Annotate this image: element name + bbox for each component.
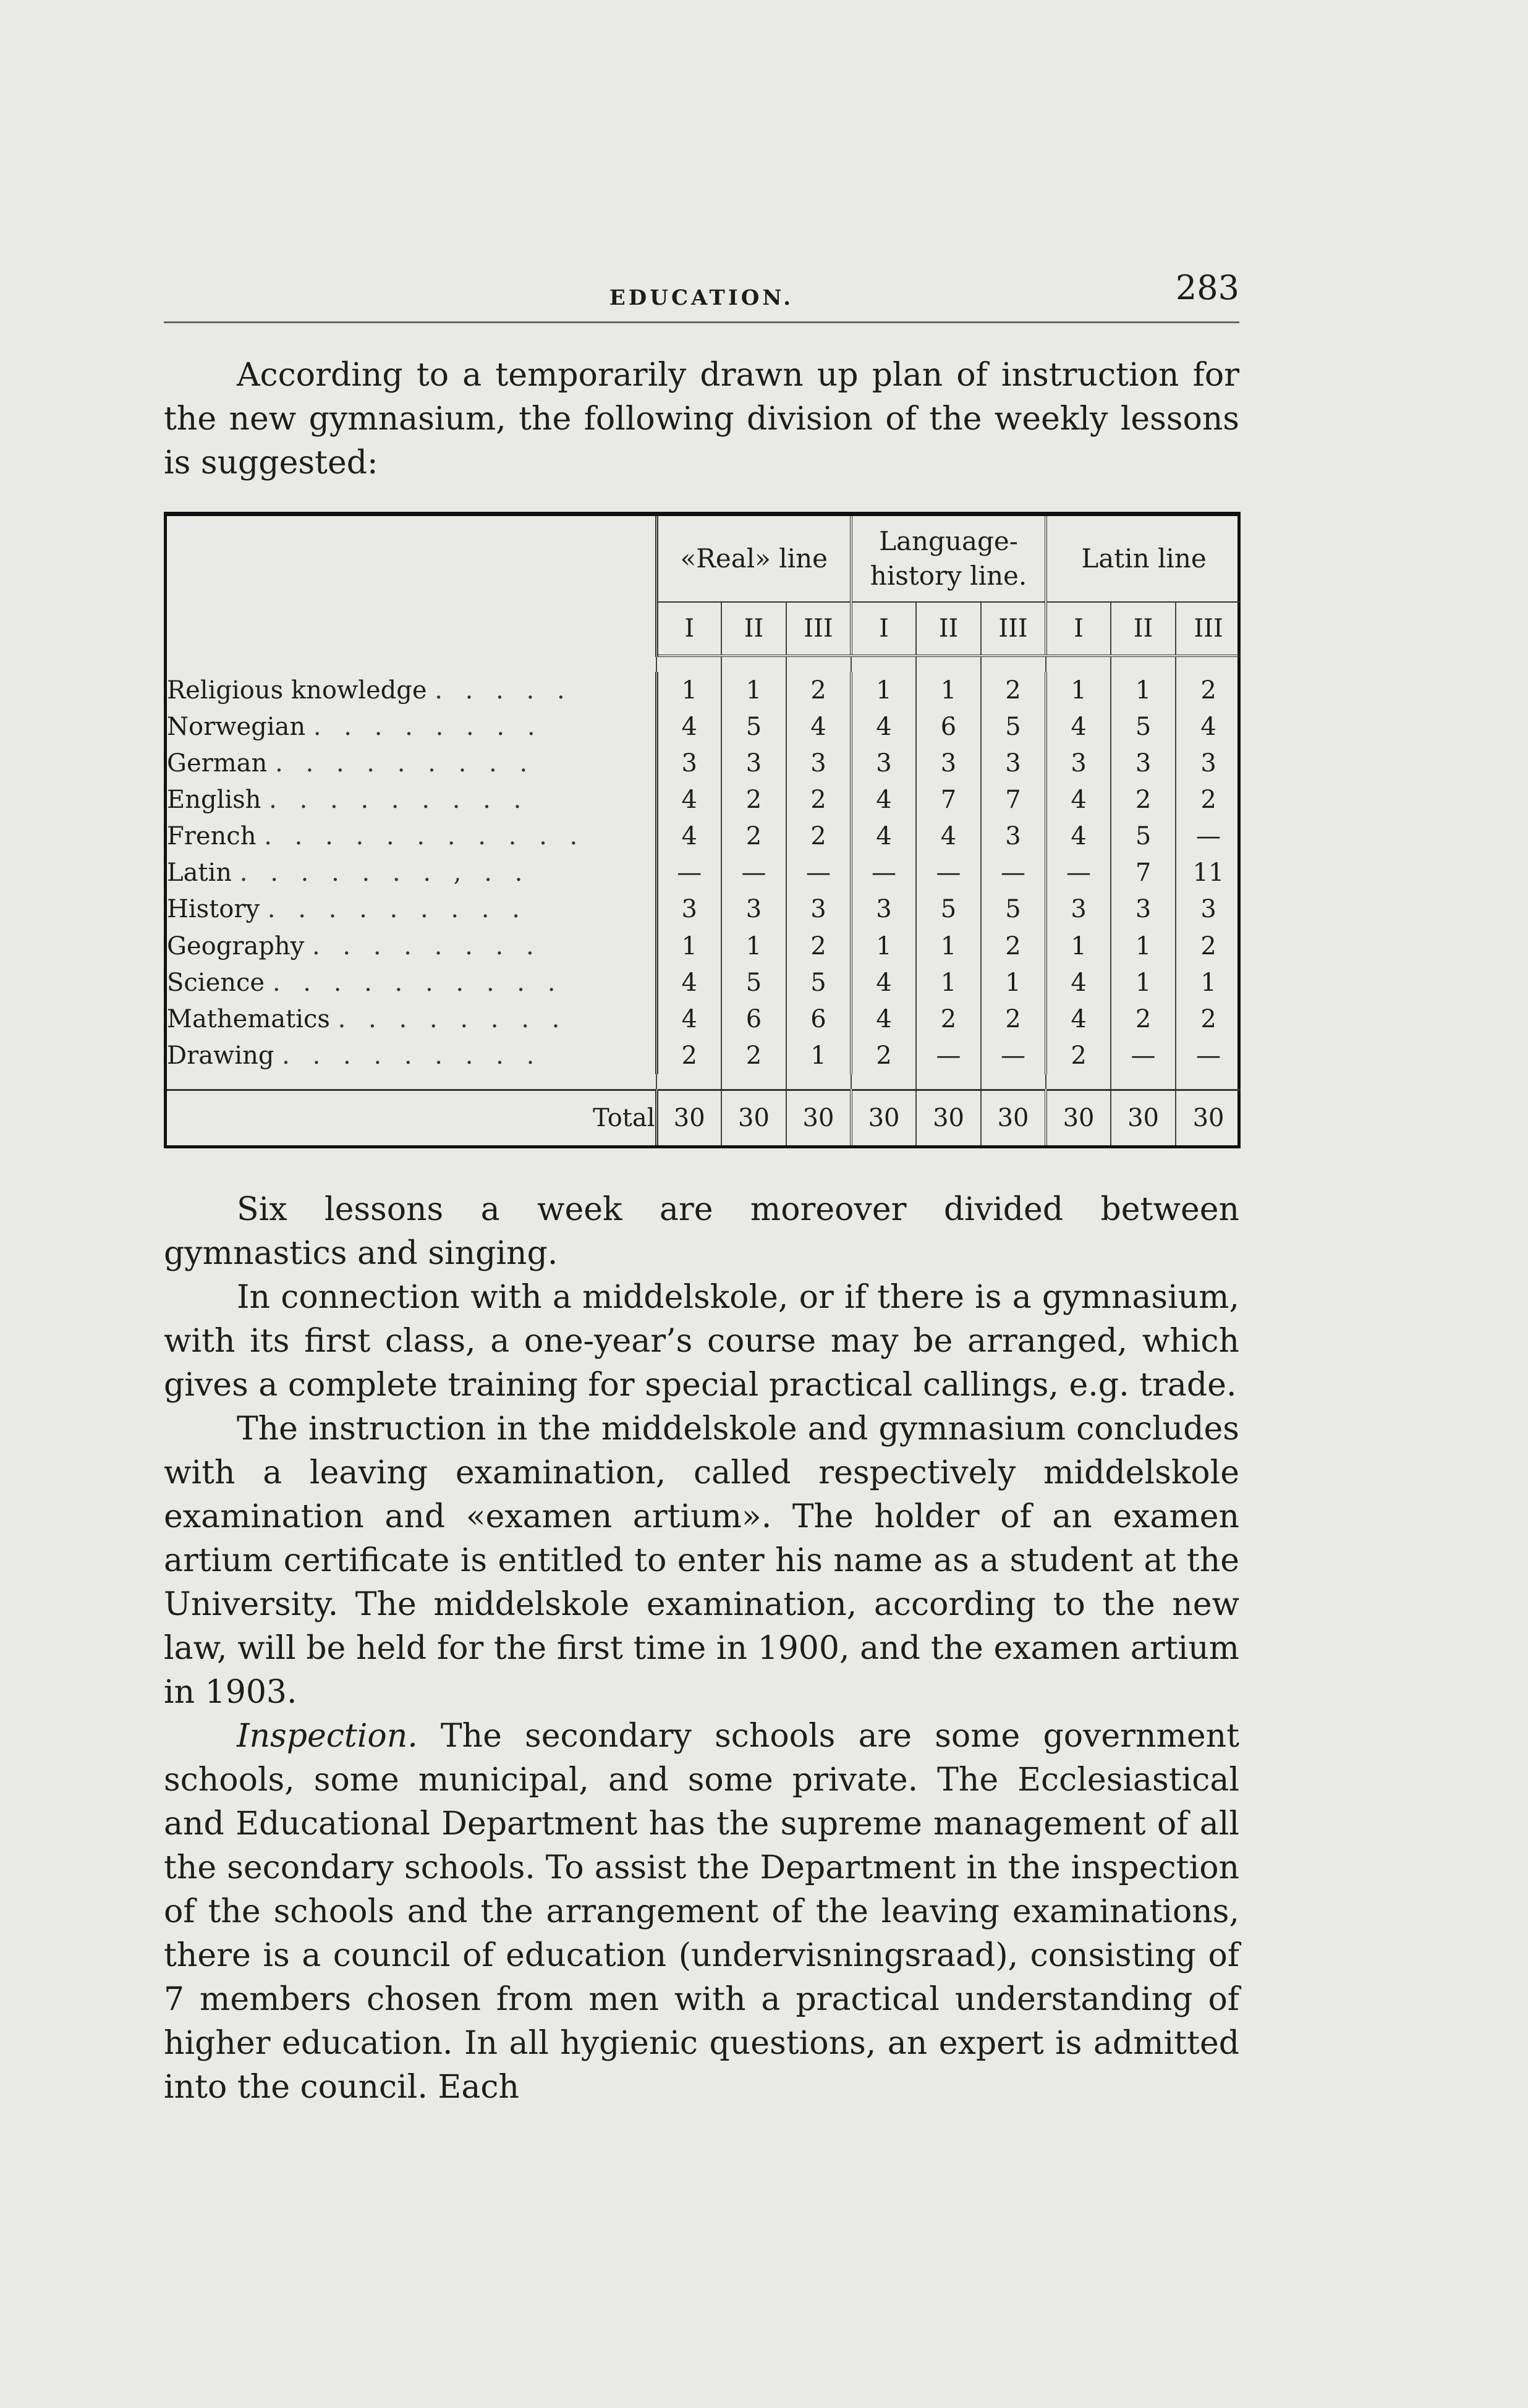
leader-dots: . . . . . . . , . . [239,858,530,888]
lesson-count-cell: 3 [1111,891,1176,928]
leader-dots: . . . . . . . . [312,931,541,960]
class-header-cell: I [656,602,721,656]
class-header-cell: III [786,602,851,656]
lesson-count-cell: 2 [721,781,786,818]
lesson-count-cell: 3 [916,745,981,781]
total-label: Total [167,1090,656,1145]
subject-name: History [167,895,260,924]
lesson-count-cell: 3 [851,745,916,781]
total-value-cell: 30 [916,1090,981,1145]
group-header-language-history: Language-history line. [851,516,1046,602]
lesson-count-cell: 4 [1176,708,1241,745]
lesson-count-cell: 1 [786,1037,851,1074]
lesson-count-cell: — [1111,1037,1176,1074]
lesson-count-cell: 1 [851,672,916,708]
lesson-count-cell: — [786,855,851,891]
lesson-count-cell: — [656,855,721,891]
paragraph-text: Six lessons a week are moreover divided between gymnastics and singing. [164,1191,1239,1272]
leader-dots: . . . . . . . . . . . [264,822,585,851]
lesson-count-cell: 2 [1046,1037,1111,1074]
lesson-count-cell: 3 [851,891,916,928]
lesson-count-cell: 11 [1176,855,1241,891]
subject-cell [167,964,656,1001]
lesson-count-cell: 1 [1111,964,1176,1001]
intro-paragraph [164,354,1239,485]
subject-cell [167,1001,656,1037]
subject-cell [167,818,656,855]
lesson-count-cell: 3 [981,818,1046,855]
lesson-count-cell: 3 [721,745,786,781]
leader-dots: . . . . . . . . . [269,786,529,815]
subject-cell [167,745,656,781]
class-header-cell: II [916,602,981,656]
subject-cell [167,781,656,818]
class-header-cell: II [1111,602,1176,656]
lesson-count-cell: 1 [1111,928,1176,964]
body-paragraph [164,1407,1239,1715]
lesson-count-cell: — [916,1037,981,1074]
paragraph-text: The secondary schools are some government schools, some municipal, and some private. The Ecclesiastical and Educational Department has the supreme management of all the secondary schools. To assist the Department in the inspection of the schools and the arrangement of the leaving examinations, there is a council of education (undervisningsraad), consisting of 7 members chosen from men with a practical understanding of higher education. In all hygienic questions, an expert is admitted into the council. Each [164,1718,1239,2106]
lesson-count-cell: 4 [1046,708,1111,745]
subject-name: Geography [167,931,305,960]
lesson-count-cell: — [1046,855,1111,891]
total-value-cell: 30 [1176,1090,1241,1145]
lesson-count-cell: 1 [721,928,786,964]
lesson-count-cell: 4 [1046,1001,1111,1037]
body-paragraph [164,1276,1239,1407]
table-row [167,781,1241,818]
lesson-count-cell: 2 [981,1001,1046,1037]
class-header-cell: III [981,602,1046,656]
group-header-latin: Latin line [1046,516,1241,602]
lesson-count-cell: 1 [1176,964,1241,1001]
body-paragraph [164,1715,1239,2109]
lesson-count-cell: 7 [981,781,1046,818]
lesson-count-cell: 3 [786,891,851,928]
lesson-count-cell: 5 [916,891,981,928]
subject-name: German [167,748,268,778]
class-header-cell: III [1176,602,1241,656]
lesson-count-cell: — [916,855,981,891]
lesson-count-cell: 4 [916,818,981,855]
table-row [167,855,1241,891]
page-number: 283 [1175,268,1239,307]
leader-dots: . . . . . . . . . [275,748,535,778]
class-header-cell: II [721,602,786,656]
subject-name: Science [167,968,265,997]
lesson-count-cell: — [1176,1037,1241,1074]
lesson-count-cell: 1 [656,672,721,708]
table-group-header-row [167,516,1241,602]
total-value-cell: 30 [656,1090,721,1145]
lesson-count-cell: 2 [786,928,851,964]
lesson-count-cell: 4 [656,708,721,745]
table-row [167,708,1241,745]
leader-dots: . . . . . . . . . [267,895,527,924]
lesson-count-cell: 1 [1111,672,1176,708]
subject-name: Latin [167,858,232,888]
lesson-count-cell: 5 [721,964,786,1001]
lesson-count-cell: 2 [1176,672,1241,708]
lesson-count-cell: 4 [656,818,721,855]
table-body [167,656,1241,1145]
lesson-count-cell: 1 [1046,672,1111,708]
lesson-count-cell: 3 [1046,891,1111,928]
lesson-count-cell: 4 [656,1001,721,1037]
table-row [167,818,1241,855]
lesson-count-cell: 3 [1176,891,1241,928]
lessons-table [164,512,1241,1148]
lesson-count-cell: 1 [916,964,981,1001]
lesson-count-cell: 6 [916,708,981,745]
subject-cell [167,672,656,708]
lesson-count-cell: 2 [916,1001,981,1037]
total-value-cell: 30 [851,1090,916,1145]
subject-name: Norwegian [167,712,306,741]
lesson-count-cell: 4 [656,964,721,1001]
lesson-count-cell: 6 [786,1001,851,1037]
lesson-count-cell: 2 [656,1037,721,1074]
lesson-count-cell: 3 [656,891,721,928]
lesson-count-cell: 2 [1111,1001,1176,1037]
lesson-count-cell: 2 [1111,781,1176,818]
lesson-count-cell: 1 [1046,928,1111,964]
lesson-count-cell: 2 [786,781,851,818]
body-paragraph [164,1188,1239,1276]
table-spacer-row [167,656,1241,672]
table-row [167,891,1241,928]
lesson-count-cell: — [981,855,1046,891]
lesson-count-cell: 6 [721,1001,786,1037]
lesson-count-cell: 3 [1176,745,1241,781]
total-value-cell: 30 [721,1090,786,1145]
lesson-count-cell: — [1176,818,1241,855]
lesson-count-cell: 5 [1111,708,1176,745]
leader-dots: . . . . . . . . . [282,1041,542,1070]
subject-name: Drawing [167,1041,274,1070]
lesson-count-cell: 4 [851,818,916,855]
lesson-count-cell: 4 [1046,818,1111,855]
leader-dots: . . . . . [435,676,572,705]
lesson-count-cell: — [851,855,916,891]
subject-cell [167,928,656,964]
lesson-count-cell: 5 [981,891,1046,928]
lesson-count-cell: 5 [1111,818,1176,855]
lesson-count-cell: — [721,855,786,891]
lesson-count-cell: 2 [786,818,851,855]
total-value-cell: 30 [981,1090,1046,1145]
table-spacer-row [167,1074,1241,1090]
lesson-count-cell: 7 [1111,855,1176,891]
subject-cell [167,708,656,745]
class-header-cell: I [1046,602,1111,656]
lesson-count-cell: 4 [656,781,721,818]
table-row [167,928,1241,964]
lesson-count-cell: 2 [1176,1001,1241,1037]
lesson-count-cell: 1 [981,964,1046,1001]
leader-dots: . . . . . . . . [313,712,543,741]
lesson-count-cell: 5 [721,708,786,745]
paragraph-lead: Inspection. [237,1718,418,1755]
lesson-count-cell: 3 [721,891,786,928]
lesson-count-cell: 3 [1046,745,1111,781]
lesson-count-cell: 2 [981,928,1046,964]
subject-name: English [167,786,261,815]
lesson-count-cell: 5 [981,708,1046,745]
lesson-count-cell: 1 [656,928,721,964]
class-header-cell: I [851,602,916,656]
running-header [164,266,1239,323]
lesson-count-cell: 4 [851,708,916,745]
lesson-count-cell: 1 [851,928,916,964]
leader-dots: . . . . . . . . . . [272,968,563,997]
lesson-count-cell: 4 [851,964,916,1001]
running-title: EDUCATION. [609,286,794,310]
table-total-row [167,1090,1241,1145]
lesson-count-cell: 4 [786,708,851,745]
lesson-count-cell: 4 [851,1001,916,1037]
intro-text: According to a temporarily drawn up plan of instruction for the new gymnasium, the following division of the weekly lessons is suggested: [164,357,1239,481]
table-row [167,964,1241,1001]
lesson-count-cell: 4 [1046,781,1111,818]
subject-name: Religious knowledge [167,676,427,705]
total-value-cell: 30 [1046,1090,1111,1145]
lesson-count-cell: — [981,1037,1046,1074]
group-header-real: «Real» line [656,516,851,602]
lesson-count-cell: 2 [721,1037,786,1074]
lesson-count-cell: 2 [1176,781,1241,818]
lesson-count-cell: 7 [916,781,981,818]
total-value-cell: 30 [1111,1090,1176,1145]
lesson-count-cell: 2 [721,818,786,855]
lesson-count-cell: 1 [916,928,981,964]
lesson-count-cell: 2 [851,1037,916,1074]
lesson-count-cell: 4 [1046,964,1111,1001]
body-text [164,1188,1239,2109]
lesson-count-cell: 3 [786,745,851,781]
subject-cell [167,855,656,891]
paragraph-text: The instruction in the middelskole and gymnasium concludes with a leaving examination, called respectively middelskole examination and «examen artium». The holder of an examen artium certificate is entitled to enter his name as a student at the University. The middelskole examination, according to the new law, will be held for the first time in 1900, and the examen artium in 1903. [164,1410,1239,1711]
leader-dots: . . . . . . . . [337,1004,567,1033]
table-row [167,745,1241,781]
lesson-count-cell: 5 [786,964,851,1001]
subject-cell [167,891,656,928]
lesson-count-cell: 2 [981,672,1046,708]
lesson-count-cell: 2 [1176,928,1241,964]
table-row [167,1001,1241,1037]
lesson-count-cell: 3 [1111,745,1176,781]
paragraph-text: In connection with a middelskole, or if there is a gymnasium, with its first class, a one-year’s course may be arranged, which gives a complete training for special practical callings, e.g. trade. [164,1279,1239,1404]
lesson-count-cell: 3 [981,745,1046,781]
total-value-cell: 30 [786,1090,851,1145]
table-corner-cell [167,516,656,656]
lesson-count-cell: 4 [851,781,916,818]
lesson-count-cell: 3 [656,745,721,781]
table-row [167,672,1241,708]
subject-name: Mathematics [167,1004,330,1033]
subject-cell [167,1037,656,1074]
lesson-count-cell: 1 [916,672,981,708]
lesson-count-cell: 2 [786,672,851,708]
subject-name: French [167,822,257,851]
lesson-count-cell: 1 [721,672,786,708]
table-row [167,1037,1241,1074]
